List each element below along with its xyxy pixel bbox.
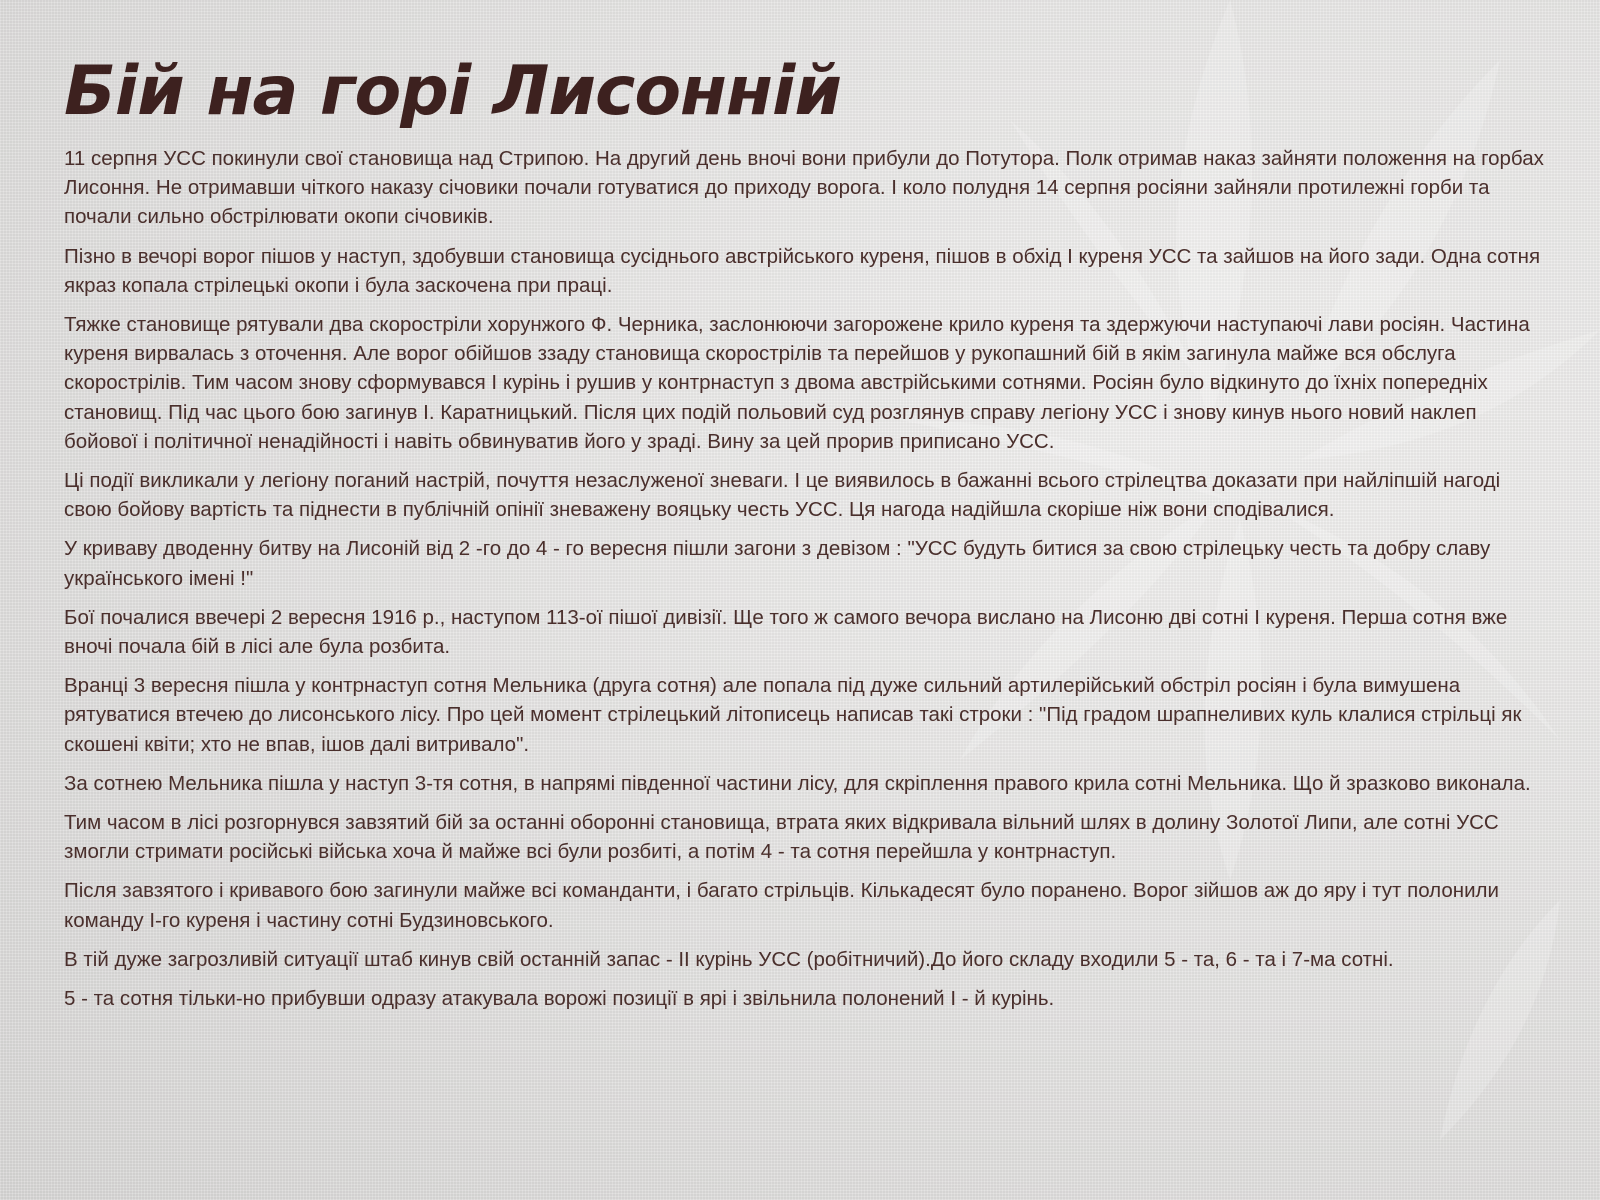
paragraph: У криваву дводенну битву на Лисоній від 2 -го до 4 - го вересня пішли загони з девізом : "УСС будуть битися за свою стрілецьку честь та добру славу українського імені !" [64,537,1491,590]
paragraph: Ці події викликали у легіону поганий настрій, почуття незаслуженої зневаги. І це виявилось в бажанні всього стрілецтва доказати при найліпшій нагоді свою бойову вартість та піднести в публічній опінії зневажену вояцьку честь УСС. Ця нагода надійшла скоріше ніж вони сподівалися. [64,469,1501,522]
paragraph: Тяжке становище рятували два скоростріли хорунжого Ф. Черника, заслонюючи загорожене крило куреня та здержуючи наступаючі лави росіян. Частина куреня вирвалась з оточення. Але ворог обійшов ззаду становища скорострілів та перейшов у рукопашний бій в якім загинула майже вся обслуга скорострілів. Тим часом знову сформувався І курінь і рушив у контрнаступ з двома австрійськими сотнями. Росіян було відкинуто до їхніх попередніх становищ. Під час цього бою загинув І. Каратницький. Після цих подій польовий суд розглянув справу легіону УСС і знову кинув нього новий наклеп бойової і політичної ненадійності і навіть обвинуватив його у зраді. Вину за цей прорив приписано УСС. [64,313,1530,453]
paragraph: За сотнею Мельника пішла у наступ 3-тя сотня, в напрямі південної частини лісу, для скріплення правого крила сотні Мельника. Що й зразково виконала. [64,771,1531,795]
paragraph: 5 - та сотня тільки-но прибувши одразу атакувала ворожі позиції в ярі і звільнила полонений І - й курінь. [64,987,1055,1011]
paragraph: Бої почалися ввечері 2 вересня 1916 р., наступом 113-ої пішої дивізії. Ще того ж самого вечора вислано на Лисоню дві сотні І куреня. Перша сотня вже вночі почала бій в лісі але була розбита. [64,605,1508,659]
paragraph: В тій дуже загрозливій ситуації штаб кинув свій останній запас - ІІ курінь УСС (робітничий).До його складу входили 5 - та, 6 - та і 7-ма сотні. [64,947,1394,971]
slide-body [64,144,1544,1013]
paragraph: 11 серпня УСС покинули свої становища над Стрипою. На другий день вночі вони прибули до Потутора. Полк отримав наказ зайняти положення на горбах Лисоння. Не отримавши чіткого наказу січовики почали готуватися до приходу ворога. І коло полудня 14 серпня росіяни зайняли протилежні горби та почали сильно обстрілювати окопи січовиків. [64,147,1544,229]
paragraph: Вранці 3 вересня пішла у контрнаступ сотня Мельника (друга сотня) але попала під дуже сильний артилерійський обстріл росіян і була вимушена рятуватися втечею до лисонського лісу. Про цей момент стрілецький літописець написав такі строки : "Під градом шрапнеливих куль клалися стрільці як скошені квіти; хто не впав, ішов далі витривало". [64,674,1522,756]
paragraph: Після завзятого і кривавого бою загинули майже всі команданти, і багато стрільців. Кількадесят було поранено. Ворог зійшов аж до яру і тут полонили команду І-го куреня і частину сотні Будзиновського. [64,879,1499,932]
slide [64,48,1544,1178]
paragraph: Пізно в вечорі ворог пішов у наступ, здобувши становища сусіднього австрійського куреня, пішов в обхід І куреня УСС та зайшов на його зади. Одна сотня якраз копала стрілецькі окопи і була заскочена при праці. [64,244,1541,297]
slide-title: Бій на горі Лисонній [64,52,841,131]
paragraph: Тим часом в лісі розгорнувся завзятий бій за останні оборонні становища, втрата яких відкривала вільний шлях в долину Золотої Липи, але сотні УСС змогли стримати російські війська хоча й майже всі були розбиті, а потім 4 - та сотня перейшла у контрнаступ. [64,811,1499,864]
